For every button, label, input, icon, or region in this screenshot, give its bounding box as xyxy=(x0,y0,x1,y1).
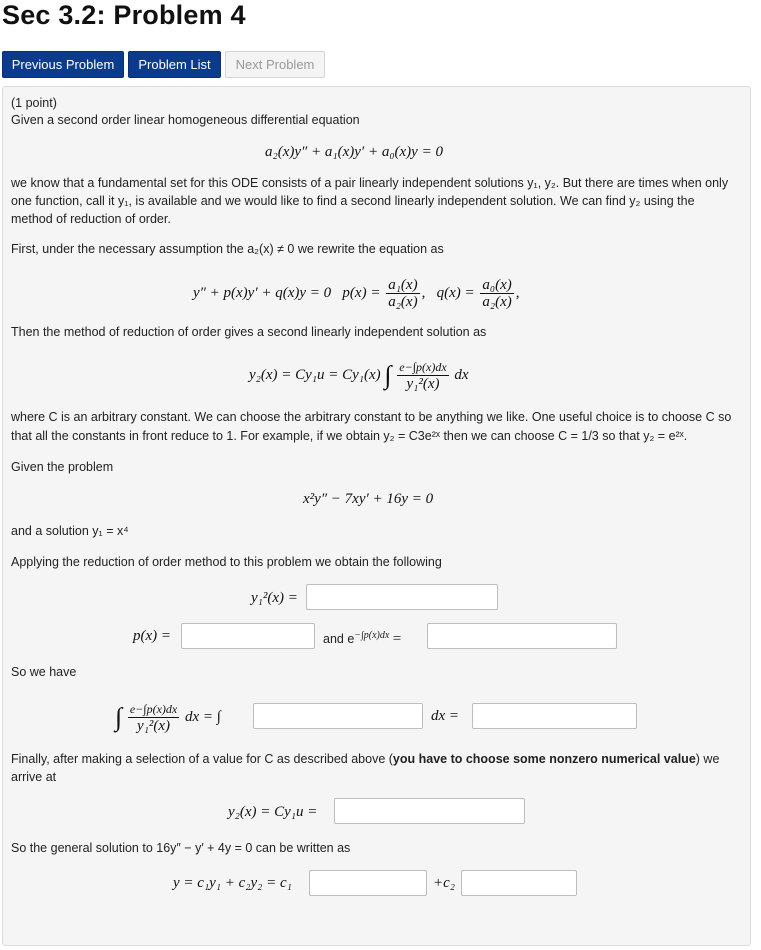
integral-numerator: e−∫p(x)dx xyxy=(129,701,178,716)
exp-input[interactable] xyxy=(427,623,617,649)
where-line-2: that all the constants in front reduce to 1. For example, if we obtain y₂ = C3e²ˣ then we can choose C = 1/3 so that y₂ = e²ˣ. xyxy=(11,429,688,443)
integral-expression xyxy=(115,697,221,738)
p-input[interactable] xyxy=(181,623,315,649)
q-numerator: a₀(x) xyxy=(482,276,512,293)
integral-denominator: y₁²(x) xyxy=(137,717,171,734)
where-line-1: where C is an arbitrary constant. We can choose the arbitrary constant to be anything we like. One useful choice is to choose C so xyxy=(11,410,732,424)
y2-dx: dx xyxy=(454,367,469,383)
finally-line-1-end: ) we xyxy=(695,752,720,766)
y2-input[interactable] xyxy=(334,798,525,824)
general-solution-line: So the general solution to 16y″ − y′ + 4y = 0 can be written as xyxy=(11,841,351,855)
and-exp-text: and e xyxy=(323,632,355,647)
so-have-line: So we have xyxy=(11,665,77,679)
y2-input-label: y₂(x) = Cy₁u = xyxy=(228,804,318,820)
and-exp-label xyxy=(323,627,401,648)
previous-problem-button[interactable]: Previous Problem xyxy=(2,51,124,78)
p-numerator: a₁(x) xyxy=(388,276,418,293)
finally-line-2: arrive at xyxy=(11,770,57,784)
y1-squared-input[interactable] xyxy=(306,584,498,610)
problem-equation: x²y″ − 7xy′ + 16y = 0 xyxy=(303,491,434,507)
y2-formula xyxy=(249,355,469,396)
paragraph-1-line-1: we know that a fundamental set for this ODE consists of a pair linearly independent solutions y₁, y₂. But there are times when only xyxy=(11,176,729,190)
p-input-label: p(x) = xyxy=(133,628,172,644)
paragraph-1-line-3: method of reduction of order. xyxy=(11,212,171,226)
q-denominator: a₂(x) xyxy=(482,293,512,310)
finally-line-1-bold: you have to choose some nonzero numerical value xyxy=(392,752,696,766)
paragraph-1-line-2: one function, call it y₁, is available and we would like to find a second linearly independent solution. We can find y₂ using the xyxy=(11,194,695,208)
standard-form-equation: y″ + p(x)y′ + q(x)y = 0 p(x) = $\frac{\text{a₁(x)}}{\text{a₂(x)}}$ , q(x) = $\frac{\text{a₀(x)}}{\text{a₂(x)}}$ , xyxy=(193,276,520,310)
y2-denominator: y₁²(x) xyxy=(406,375,440,392)
general-equation: a₂(x)y″ + a₁(x)y′ + a₀(x)y = 0 xyxy=(265,144,443,160)
c1-input[interactable] xyxy=(309,870,427,896)
y2-formula-lhs: y₂(x) = Cy₁u = Cy₁(x) xyxy=(249,367,381,383)
integral-input[interactable] xyxy=(253,703,423,729)
next-problem-button[interactable]: Next Problem xyxy=(225,51,325,78)
page-title: Sec 3.2: Problem 4 xyxy=(2,0,246,30)
p-fraction xyxy=(386,277,419,311)
solution-line: and a solution y₁ = x⁴ xyxy=(11,524,129,538)
c2-input[interactable] xyxy=(461,870,577,896)
given-line: Given the problem xyxy=(11,460,114,474)
integral-dx-equals: dx = ∫ xyxy=(184,709,221,725)
standard-form-lhs: y″ + p(x)y′ + q(x)y = 0 xyxy=(193,285,332,301)
and-exp-equals: = xyxy=(392,631,402,648)
q-label: q(x) = xyxy=(436,285,475,301)
first-line: First, under the necessary assumption the a₂(x) ≠ 0 we rewrite the equation as xyxy=(11,242,444,256)
integral-fraction xyxy=(128,701,179,735)
y2-numerator: e−∫p(x)dx xyxy=(399,359,447,374)
and-exp-superscript: −∫p(x)dx xyxy=(354,630,390,641)
p-label: p(x) = xyxy=(342,285,381,301)
problem-list-button[interactable]: Problem List xyxy=(128,51,221,78)
points-label: (1 point) xyxy=(11,96,57,110)
finally-line-1 xyxy=(11,750,719,768)
p-denominator: a₂(x) xyxy=(388,293,418,310)
integral-sign-icon: ∫ xyxy=(115,702,123,732)
intro-text: Given a second order linear homogeneous differential equation xyxy=(11,113,360,127)
finally-line-1-start: Finally, after making a selection of a value for C as described above ( xyxy=(11,752,393,766)
problem-panel xyxy=(2,86,751,946)
y2-fraction xyxy=(397,359,448,393)
c2-label: +c₂ xyxy=(433,875,455,891)
q-fraction xyxy=(480,277,513,311)
y1-squared-label: y₁²(x) = xyxy=(251,590,298,606)
integral-sign-icon: ∫ xyxy=(384,360,392,390)
dx-equals-label: dx = xyxy=(431,708,460,724)
general-solution-label: y = c₁y₁ + c₂y₂ = c₁ xyxy=(173,875,292,891)
then-line: Then the method of reduction of order gives a second linearly independent solution as xyxy=(11,325,487,339)
dx-result-input[interactable] xyxy=(472,703,637,729)
applying-line: Applying the reduction of order method to this problem we obtain the following xyxy=(11,555,442,569)
